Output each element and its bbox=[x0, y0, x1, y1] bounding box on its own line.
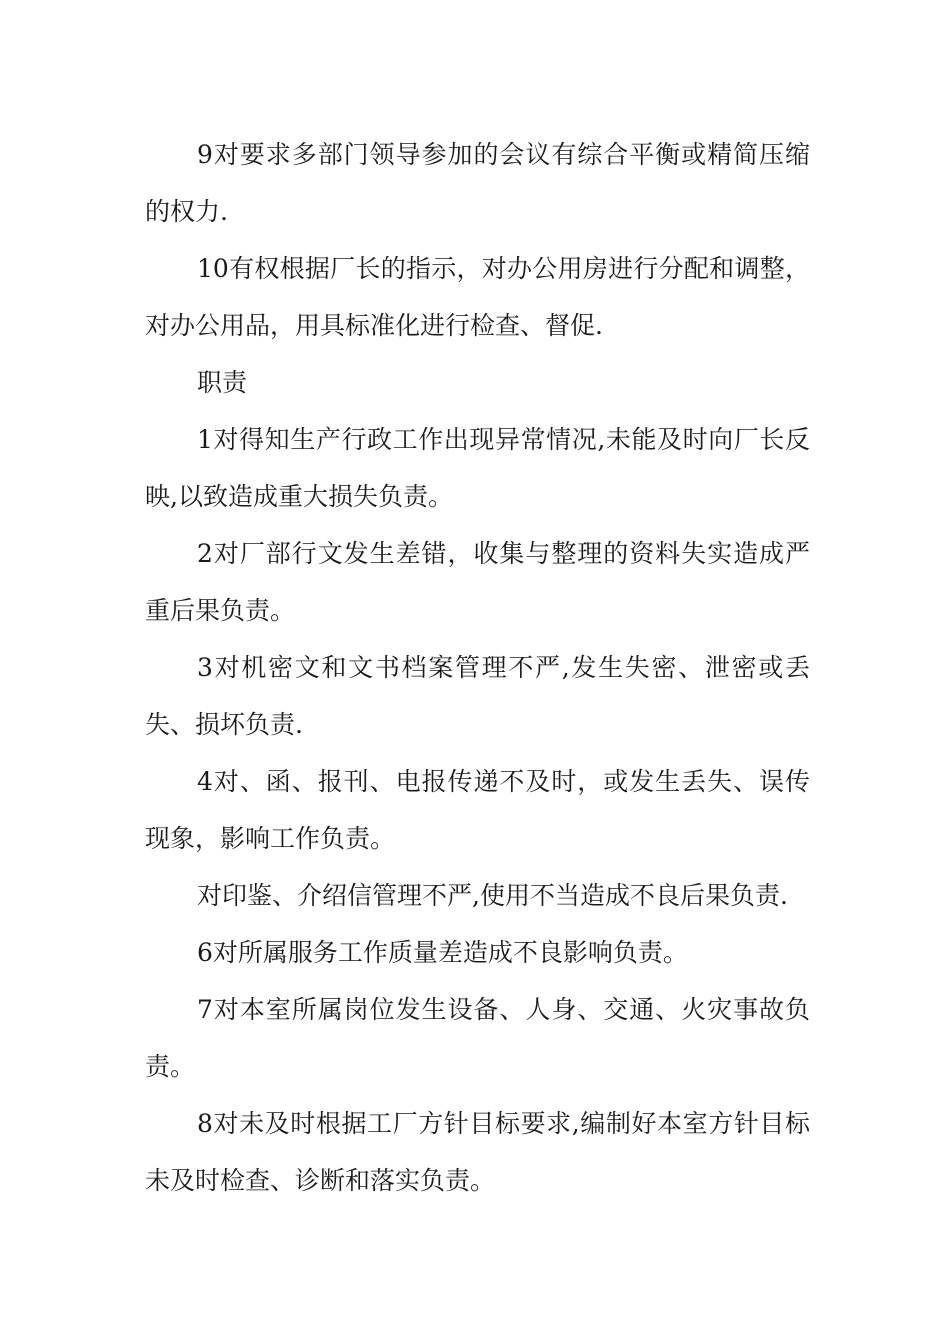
paragraph-duty-6: 6对所属服务工作质量差造成不良影响负责。 bbox=[197, 938, 688, 967]
paragraph-duty-5: 对印鉴、介绍信管理不严,使用不当造成不良后果负责. bbox=[197, 881, 788, 910]
paragraph-duty-2: 2对厂部行文发生差错，收集与整理的资料失实造成严重后果负责。 bbox=[145, 539, 810, 625]
paragraph-authority-10: 10有权根据厂长的指示，对办公用房进行分配和调整，对办公用品，用具标准化进行检查、督促. bbox=[145, 254, 810, 340]
document-body bbox=[145, 126, 810, 1209]
paragraph-duty-8: 8对未及时根据工厂方针目标要求,编制好本室方针目标未及时检查、诊断和落实负责。 bbox=[145, 1109, 810, 1195]
paragraph-duty-4: 4对、函、报刊、电报传递不及时，或发生丢失、误传现象，影响工作负责。 bbox=[145, 767, 810, 853]
paragraph-duty-1: 1对得知生产行政工作出现异常情况,未能及时向厂长反映,以致造成重大损失负责。 bbox=[145, 425, 810, 511]
section-heading-duties: 职责 bbox=[197, 368, 248, 397]
paragraph-authority-9: 9对要求多部门领导参加的会议有综合平衡或精简压缩的权力. bbox=[145, 140, 810, 226]
paragraph-duty-7: 7对本室所属岗位发生设备、人身、交通、火灾事故负责。 bbox=[145, 995, 810, 1081]
paragraph-duty-3: 3对机密文和文书档案管理不严,发生失密、泄密或丢失、损坏负责. bbox=[145, 653, 810, 739]
